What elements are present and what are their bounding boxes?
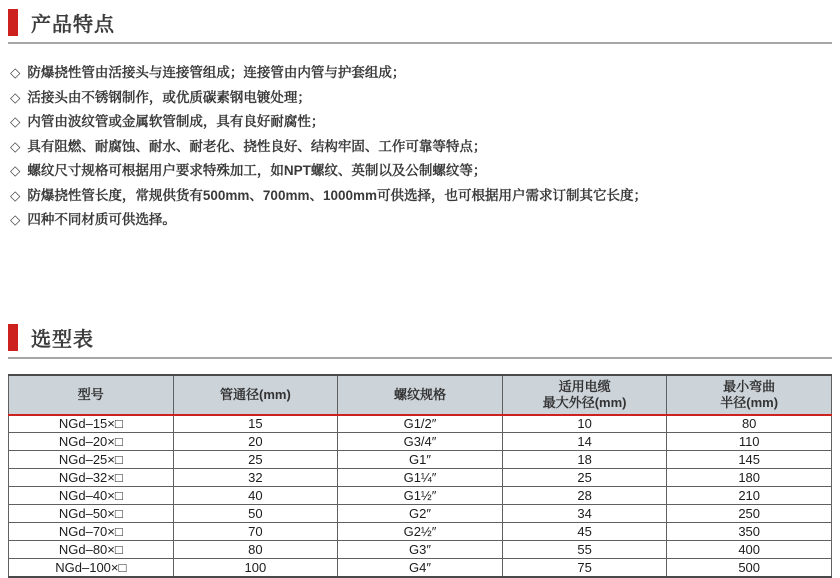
cell-cable-od: 75 [502, 559, 667, 577]
cell-cable-od: 25 [502, 469, 667, 487]
table-row [9, 469, 832, 487]
selection-section-title: 选型表 [31, 328, 94, 351]
features-section-title: 产品特点 [31, 14, 115, 36]
table-row [9, 523, 832, 541]
feature-list [0, 61, 840, 233]
table-row [9, 415, 832, 433]
cell-bore: 50 [173, 505, 338, 523]
table-row [9, 433, 832, 451]
diamond-bullet-icon: ◇ [10, 212, 21, 227]
feature-text: 防爆挠性管长度，常规供货有500mm、700mm、1000mm可供选择，也可根据用户需求订制其它长度； [27, 187, 647, 203]
feature-text: 防爆挠性管由活接头与连接管组成；连接管由内管与护套组成； [27, 65, 406, 80]
feature-item [10, 86, 830, 111]
cell-bore: 20 [173, 433, 338, 451]
diamond-bullet-icon: ◇ [10, 163, 21, 178]
cell-bend-radius: 500 [667, 559, 832, 577]
cell-thread: G1½″ [338, 487, 503, 505]
cell-bend-radius: 350 [667, 523, 832, 541]
cell-thread: G1″ [338, 451, 503, 469]
cell-bend-radius: 400 [667, 541, 832, 559]
cell-cable-od: 34 [502, 505, 667, 523]
cell-bend-radius: 180 [667, 469, 832, 487]
header-row [9, 375, 832, 415]
diamond-bullet-icon: ◇ [10, 65, 21, 80]
selection-table-head [9, 375, 832, 415]
cell-thread: G1¼″ [338, 469, 503, 487]
cell-bore: 32 [173, 469, 338, 487]
column-header-model: 型号 [9, 375, 174, 415]
cell-cable-od: 55 [502, 541, 667, 559]
cell-model: NGd–80×□ [9, 541, 174, 559]
selection-table [8, 374, 832, 578]
cell-model: NGd–32×□ [9, 469, 174, 487]
feature-item [10, 61, 830, 86]
feature-item [10, 184, 830, 209]
column-header-thread: 螺纹规格 [338, 375, 503, 415]
table-row [9, 541, 832, 559]
cell-thread: G2″ [338, 505, 503, 523]
cell-thread: G1/2″ [338, 415, 503, 433]
cell-cable-od: 10 [502, 415, 667, 433]
table-row [9, 487, 832, 505]
cell-cable-od: 18 [502, 451, 667, 469]
cell-model: NGd–20×□ [9, 433, 174, 451]
cell-bore: 80 [173, 541, 338, 559]
red-accent-bar-icon [8, 324, 18, 351]
diamond-bullet-icon: ◇ [10, 114, 21, 129]
cell-model: NGd–70×□ [9, 523, 174, 541]
feature-text: 螺纹尺寸规格可根据用户要求特殊加工，如NPT螺纹、英制以及公制螺纹等； [27, 163, 487, 178]
cell-bore: 25 [173, 451, 338, 469]
cell-model: NGd–15×□ [9, 415, 174, 433]
diamond-bullet-icon: ◇ [10, 89, 21, 105]
column-header-bore: 管通径(mm) [173, 375, 338, 415]
column-header-bend-radius: 最小弯曲 半径(mm) [667, 375, 832, 415]
cell-cable-od: 14 [502, 433, 667, 451]
cell-bore: 100 [173, 559, 338, 577]
cell-thread: G4″ [338, 559, 503, 577]
feature-text: 活接头由不锈钢制作，或优质碳素钢电镀处理； [27, 89, 311, 105]
cell-bend-radius: 210 [667, 487, 832, 505]
cell-bend-radius: 250 [667, 505, 832, 523]
selection-section-header [8, 323, 832, 359]
cell-model: NGd–100×□ [9, 559, 174, 577]
feature-text: 内管由波纹管或金属软管制成，具有良好耐腐性； [27, 114, 325, 129]
table-row [9, 559, 832, 577]
feature-item [10, 208, 830, 233]
table-row [9, 505, 832, 523]
red-accent-bar-icon [8, 9, 18, 36]
selection-table-body [9, 415, 832, 577]
cell-bore: 15 [173, 415, 338, 433]
diamond-bullet-icon: ◇ [10, 187, 21, 203]
cell-thread: G2½″ [338, 523, 503, 541]
feature-item [10, 159, 830, 184]
feature-text: 具有阻燃、耐腐蚀、耐水、耐老化、挠性良好、结构牢固、工作可靠等特点； [27, 138, 487, 154]
cell-model: NGd–40×□ [9, 487, 174, 505]
cell-model: NGd–50×□ [9, 505, 174, 523]
cell-bore: 70 [173, 523, 338, 541]
cell-thread: G3/4″ [338, 433, 503, 451]
feature-item [10, 110, 830, 135]
feature-text: 四种不同材质可供选择。 [27, 212, 176, 227]
cell-bend-radius: 110 [667, 433, 832, 451]
features-section-header [8, 0, 832, 44]
table-row [9, 451, 832, 469]
cell-bend-radius: 145 [667, 451, 832, 469]
cell-cable-od: 28 [502, 487, 667, 505]
feature-item [10, 135, 830, 160]
cell-bend-radius: 80 [667, 415, 832, 433]
column-header-cable-od: 适用电缆 最大外径(mm) [502, 375, 667, 415]
cell-bore: 40 [173, 487, 338, 505]
cell-thread: G3″ [338, 541, 503, 559]
diamond-bullet-icon: ◇ [10, 138, 21, 154]
cell-model: NGd–25×□ [9, 451, 174, 469]
cell-cable-od: 45 [502, 523, 667, 541]
